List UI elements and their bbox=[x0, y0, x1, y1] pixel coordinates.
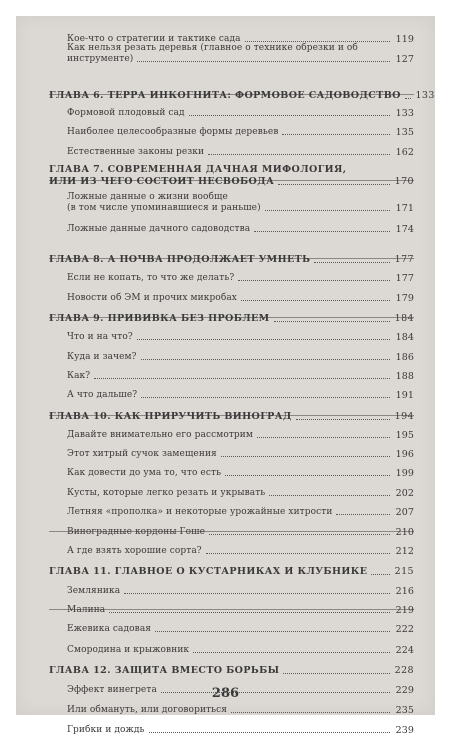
toc-page-number: 196 bbox=[395, 449, 414, 460]
toc-section-row bbox=[67, 430, 414, 441]
toc-entry-title: Ложные данные дачного садоводства bbox=[67, 224, 251, 234]
toc-section-row bbox=[67, 468, 414, 479]
toc-entry-title: Малина bbox=[67, 605, 106, 615]
toc-section-row bbox=[67, 527, 414, 538]
dot-leader bbox=[109, 612, 390, 613]
toc-page-number: 119 bbox=[395, 34, 414, 45]
toc-chapter-row bbox=[49, 566, 414, 578]
toc-page-number: 174 bbox=[395, 224, 414, 235]
toc-entry-line2 bbox=[67, 203, 414, 214]
dot-leader bbox=[257, 437, 390, 438]
dot-leader bbox=[405, 98, 411, 99]
toc-page-number: 194 bbox=[394, 411, 414, 422]
toc-page-number: 229 bbox=[395, 685, 414, 696]
toc-entry-title-line2: ИЛИ ИЗ ЧЕГО СОСТОИТ НЕСВОБОДА bbox=[49, 176, 275, 187]
dot-leader bbox=[231, 712, 390, 713]
dot-leader bbox=[124, 593, 390, 594]
page-number: 286 bbox=[211, 686, 240, 701]
toc-entry-title-line2: (в том числе упоминавшиеся и раньше) bbox=[67, 203, 261, 213]
toc-entry-title: Что и на что? bbox=[67, 332, 133, 342]
toc-chapter-row bbox=[49, 665, 414, 677]
toc-page-number: 215 bbox=[394, 566, 414, 577]
dot-leader bbox=[137, 339, 390, 340]
toc-entry-title: Или обмануть, или договориться bbox=[67, 705, 228, 715]
toc-entry-title: Виноградные кордоны Гоше bbox=[67, 527, 206, 537]
toc-section-row bbox=[67, 192, 414, 214]
toc-page-number: 224 bbox=[395, 645, 414, 656]
toc-entry-title: А что дальше? bbox=[67, 390, 138, 400]
toc-entry-title: ГЛАВА 6. ТЕРРА ИНКОГНИТА: ФОРМОВОЕ САДОВОДСТВО bbox=[49, 90, 401, 101]
toc-section-row bbox=[67, 507, 414, 518]
toc-entry-title: Смородина и крыжовник bbox=[67, 645, 190, 655]
toc-page-number: 222 bbox=[395, 624, 414, 635]
toc-page-number: 171 bbox=[395, 203, 414, 214]
dot-leader bbox=[149, 732, 390, 733]
table-of-contents bbox=[16, 16, 435, 736]
dot-leader bbox=[141, 397, 390, 398]
toc-entry-title: Давайте внимательно его рассмотрим bbox=[67, 430, 253, 440]
toc-entry-title: ГЛАВА 10. КАК ПРИРУЧИТЬ ВИНОГРАД bbox=[49, 411, 292, 422]
toc-section-row bbox=[67, 293, 414, 304]
dot-leader bbox=[193, 652, 390, 653]
toc-page-number: 133 bbox=[395, 108, 414, 119]
toc-entry-title-line1: Ложные данные о жизни вообще bbox=[67, 192, 228, 202]
toc-section-row bbox=[67, 605, 414, 616]
toc-entry-title: Формовой плодовый сад bbox=[67, 108, 185, 118]
dot-leader bbox=[208, 154, 390, 155]
toc-chapter-row bbox=[49, 90, 435, 102]
toc-page-number: 216 bbox=[395, 586, 414, 597]
toc-page-number: 127 bbox=[395, 54, 414, 65]
toc-entry-title: Этот хитрый сучок замещения bbox=[67, 449, 217, 459]
toc-page-number: 235 bbox=[395, 705, 414, 716]
toc-section-row bbox=[67, 624, 414, 635]
toc-page-number: 212 bbox=[395, 546, 414, 557]
toc-section-row bbox=[67, 488, 414, 499]
toc-entry-title: ГЛАВА 9. ПРИВИВКА БЕЗ ПРОБЛЕМ bbox=[49, 313, 270, 324]
toc-page-number: 179 bbox=[395, 293, 414, 304]
toc-entry-title: Земляника bbox=[67, 586, 121, 596]
toc-entry-title: ГЛАВА 12. ЗАЩИТА ВМЕСТО БОРЬБЫ bbox=[49, 665, 280, 676]
toc-entry-title: Естественные законы резки bbox=[67, 147, 205, 157]
toc-entry-title: Если не копать, то что же делать? bbox=[67, 273, 235, 283]
toc-entry-title-line2: инструменте) bbox=[67, 54, 134, 64]
toc-entry-title: Куда и зачем? bbox=[67, 352, 137, 362]
toc-page-number: 177 bbox=[394, 254, 414, 265]
toc-section-row bbox=[67, 43, 414, 65]
toc-page-number: 195 bbox=[395, 430, 414, 441]
toc-section-row bbox=[67, 705, 414, 716]
toc-page-number: 207 bbox=[395, 507, 414, 518]
toc-page-number: 186 bbox=[395, 352, 414, 363]
toc-entry-line2 bbox=[49, 176, 414, 188]
toc-entry-title: ГЛАВА 8. А ПОЧВА ПРОДОЛЖАЕТ УМНЕТЬ bbox=[49, 254, 311, 265]
toc-section-row bbox=[67, 449, 414, 460]
dot-leader bbox=[336, 514, 390, 515]
toc-section-row bbox=[67, 147, 414, 158]
dot-leader bbox=[241, 300, 390, 301]
toc-section-row bbox=[67, 725, 414, 736]
dot-leader bbox=[137, 61, 390, 62]
dot-leader bbox=[141, 359, 390, 360]
dot-leader bbox=[296, 419, 390, 420]
toc-section-row bbox=[67, 586, 414, 597]
dot-leader bbox=[225, 475, 390, 476]
toc-page-number: 177 bbox=[395, 273, 414, 284]
toc-section-row bbox=[67, 224, 414, 235]
dot-leader bbox=[269, 495, 390, 496]
dot-leader bbox=[278, 184, 390, 185]
toc-page-number: 162 bbox=[395, 147, 414, 158]
toc-section-row bbox=[67, 546, 414, 557]
toc-entry-title: Как довести до ума то, что есть bbox=[67, 468, 222, 478]
toc-chapter-row bbox=[49, 411, 414, 423]
toc-section-row bbox=[67, 332, 414, 343]
toc-entry-title: Эффект винегрета bbox=[67, 685, 157, 695]
toc-entry-title: Новости об ЭМ и прочих микробах bbox=[67, 293, 237, 303]
toc-entry-title: А где взять хорошие сорта? bbox=[67, 546, 202, 556]
toc-entry-title-line1: Как нельзя резать деревья (главное о технике обрезки и об bbox=[67, 43, 358, 53]
dot-leader bbox=[265, 210, 390, 211]
toc-entry-title: Наиболее целесообразные формы деревьев bbox=[67, 127, 279, 137]
toc-entry-title: Кое-что о стратегии и тактике сада bbox=[67, 34, 241, 44]
toc-entry-title: Как? bbox=[67, 371, 91, 381]
toc-section-row bbox=[67, 352, 414, 363]
toc-page-number: 199 bbox=[395, 468, 414, 479]
dot-leader bbox=[274, 321, 390, 322]
dot-leader bbox=[254, 231, 390, 232]
toc-page-number: 228 bbox=[394, 665, 414, 676]
toc-page-number: 191 bbox=[395, 390, 414, 401]
toc-page-number: 239 bbox=[395, 725, 414, 736]
toc-page-number: 184 bbox=[394, 313, 414, 324]
dot-leader bbox=[209, 534, 390, 535]
toc-chapter-row bbox=[49, 164, 414, 188]
toc-section-row bbox=[67, 371, 414, 382]
dot-leader bbox=[314, 262, 390, 263]
dot-leader bbox=[371, 574, 390, 575]
toc-entry-title: Ежевика садовая bbox=[67, 624, 152, 634]
toc-page-number: 133 bbox=[415, 90, 435, 101]
toc-entry-title: ГЛАВА 11. ГЛАВНОЕ О КУСТАРНИКАХ И КЛУБНИКЕ bbox=[49, 566, 368, 577]
toc-entry-title: Летняя «прополка» и некоторые урожайные хитрости bbox=[67, 507, 333, 517]
toc-chapter-row bbox=[49, 254, 414, 266]
book-page bbox=[16, 16, 435, 736]
dot-leader bbox=[238, 280, 390, 281]
toc-entry-line2 bbox=[67, 54, 414, 65]
dot-leader bbox=[155, 631, 390, 632]
toc-section-row bbox=[67, 390, 414, 401]
toc-page-number: 135 bbox=[395, 127, 414, 138]
toc-section-row bbox=[67, 273, 414, 284]
toc-page-number: 188 bbox=[395, 371, 414, 382]
toc-page-number: 184 bbox=[395, 332, 414, 343]
dot-leader bbox=[245, 41, 390, 42]
toc-page-number: 170 bbox=[394, 176, 414, 187]
toc-chapter-row bbox=[49, 313, 414, 325]
toc-section-row bbox=[67, 645, 414, 656]
toc-entry-title: Кусты, которые легко резать и укрывать bbox=[67, 488, 266, 498]
toc-page-number: 219 bbox=[395, 605, 414, 616]
toc-section-row bbox=[67, 108, 414, 119]
dot-leader bbox=[94, 378, 390, 379]
toc-entry-title-line1: ГЛАВА 7. СОВРЕМЕННАЯ ДАЧНАЯ МИФОЛОГИЯ, bbox=[49, 164, 347, 175]
dot-leader bbox=[283, 673, 390, 674]
dot-leader bbox=[189, 115, 390, 116]
toc-page-number: 210 bbox=[395, 527, 414, 538]
dot-leader bbox=[282, 134, 390, 135]
toc-page-number: 202 bbox=[395, 488, 414, 499]
toc-entry-title: Грибки и дождь bbox=[67, 725, 145, 735]
dot-leader bbox=[206, 553, 390, 554]
toc-section-row bbox=[67, 127, 414, 138]
dot-leader bbox=[221, 456, 390, 457]
